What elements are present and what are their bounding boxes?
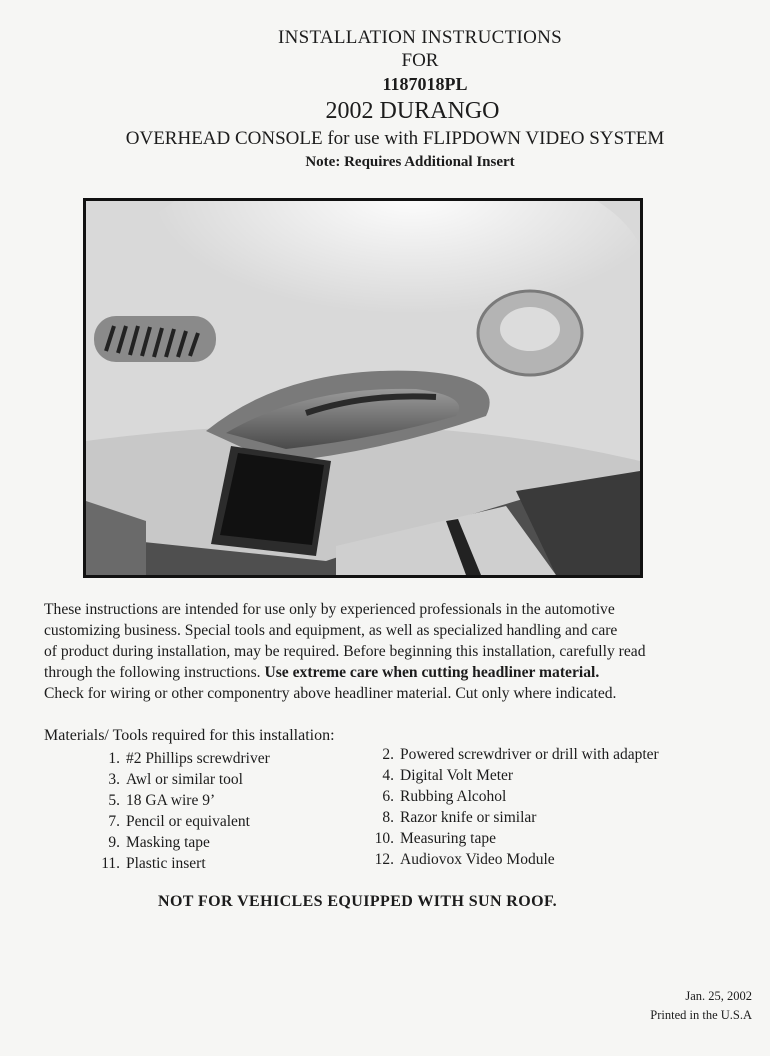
materials-list-left <box>98 748 270 874</box>
note: Note: Requires Additional Insert <box>305 154 515 170</box>
item-text: #2 Phillips screwdriver <box>126 750 270 767</box>
caution-text: Use extreme care when cutting headliner material. <box>264 664 600 681</box>
item-number: 1. <box>108 750 120 767</box>
intro-line <box>44 662 734 683</box>
list-item <box>98 790 270 811</box>
materials-list-right <box>360 744 659 870</box>
item-number: 6. <box>382 788 394 805</box>
item-text: Masking tape <box>126 834 210 851</box>
list-item <box>98 832 270 853</box>
list-item <box>360 765 659 786</box>
printed-in: Printed in the U.S.A <box>650 1008 752 1022</box>
item-number: 10. <box>374 830 394 847</box>
sunroof-warning: NOT FOR VEHICLES EQUIPPED WITH SUN ROOF. <box>158 893 558 910</box>
intro-line: of product during installation, may be required. Before beginning this installation, carefully read <box>44 643 646 660</box>
intro-line: customizing business. Special tools and equipment, as well as specialized handling and care <box>44 622 618 639</box>
list-item <box>98 811 270 832</box>
item-text: Audiovox Video Module <box>400 851 555 868</box>
item-text: Digital Volt Meter <box>400 767 514 784</box>
dome-light-icon <box>478 291 582 375</box>
title-for: FOR <box>401 50 439 71</box>
document-header <box>0 26 770 172</box>
flipdown-screen-icon <box>211 446 331 556</box>
vent-icon <box>94 316 216 362</box>
list-item <box>98 769 270 790</box>
footer <box>650 987 752 1025</box>
item-number: 11. <box>101 855 120 872</box>
item-number: 2. <box>382 746 394 763</box>
console-photo <box>83 198 643 578</box>
item-text: Plastic insert <box>126 855 206 872</box>
part-number: 1187018PL <box>382 74 468 94</box>
item-number: 8. <box>382 809 394 826</box>
intro-line: These instructions are intended for use only by experienced professionals in the automotive <box>44 601 615 618</box>
list-item <box>98 748 270 769</box>
item-number: 9. <box>108 834 120 851</box>
intro-line: Check for wiring or other componentry above headliner material. Cut only where indicated. <box>44 685 617 702</box>
list-item <box>360 807 659 828</box>
item-text: Razor knife or similar <box>400 809 537 826</box>
list-item <box>360 828 659 849</box>
item-number: 7. <box>108 813 120 830</box>
item-text: Measuring tape <box>400 830 496 847</box>
print-date: Jan. 25, 2002 <box>685 989 752 1003</box>
materials-heading: Materials/ Tools required for this installation: <box>44 727 335 744</box>
subtitle: OVERHEAD CONSOLE for use with FLIPDOWN VIDEO SYSTEM <box>125 128 665 149</box>
item-text: Rubbing Alcohol <box>400 788 507 805</box>
list-item <box>360 786 659 807</box>
item-text: Pencil or equivalent <box>126 813 250 830</box>
item-number: 5. <box>108 792 120 809</box>
intro-paragraph <box>44 599 734 704</box>
item-text: 18 GA wire 9’ <box>126 792 216 809</box>
item-number: 12. <box>374 851 394 868</box>
intro-text: through the following instructions. <box>44 664 265 681</box>
item-text: Powered screwdriver or drill with adapter <box>400 746 659 763</box>
item-number: 4. <box>382 767 394 784</box>
title-line: INSTALLATION INSTRUCTIONS <box>277 27 563 48</box>
item-text: Awl or similar tool <box>126 771 243 788</box>
item-number: 3. <box>108 771 120 788</box>
list-item <box>360 849 659 870</box>
list-item <box>98 853 270 874</box>
vehicle-model: 2002 DURANGO <box>325 98 500 124</box>
list-item <box>360 744 659 765</box>
